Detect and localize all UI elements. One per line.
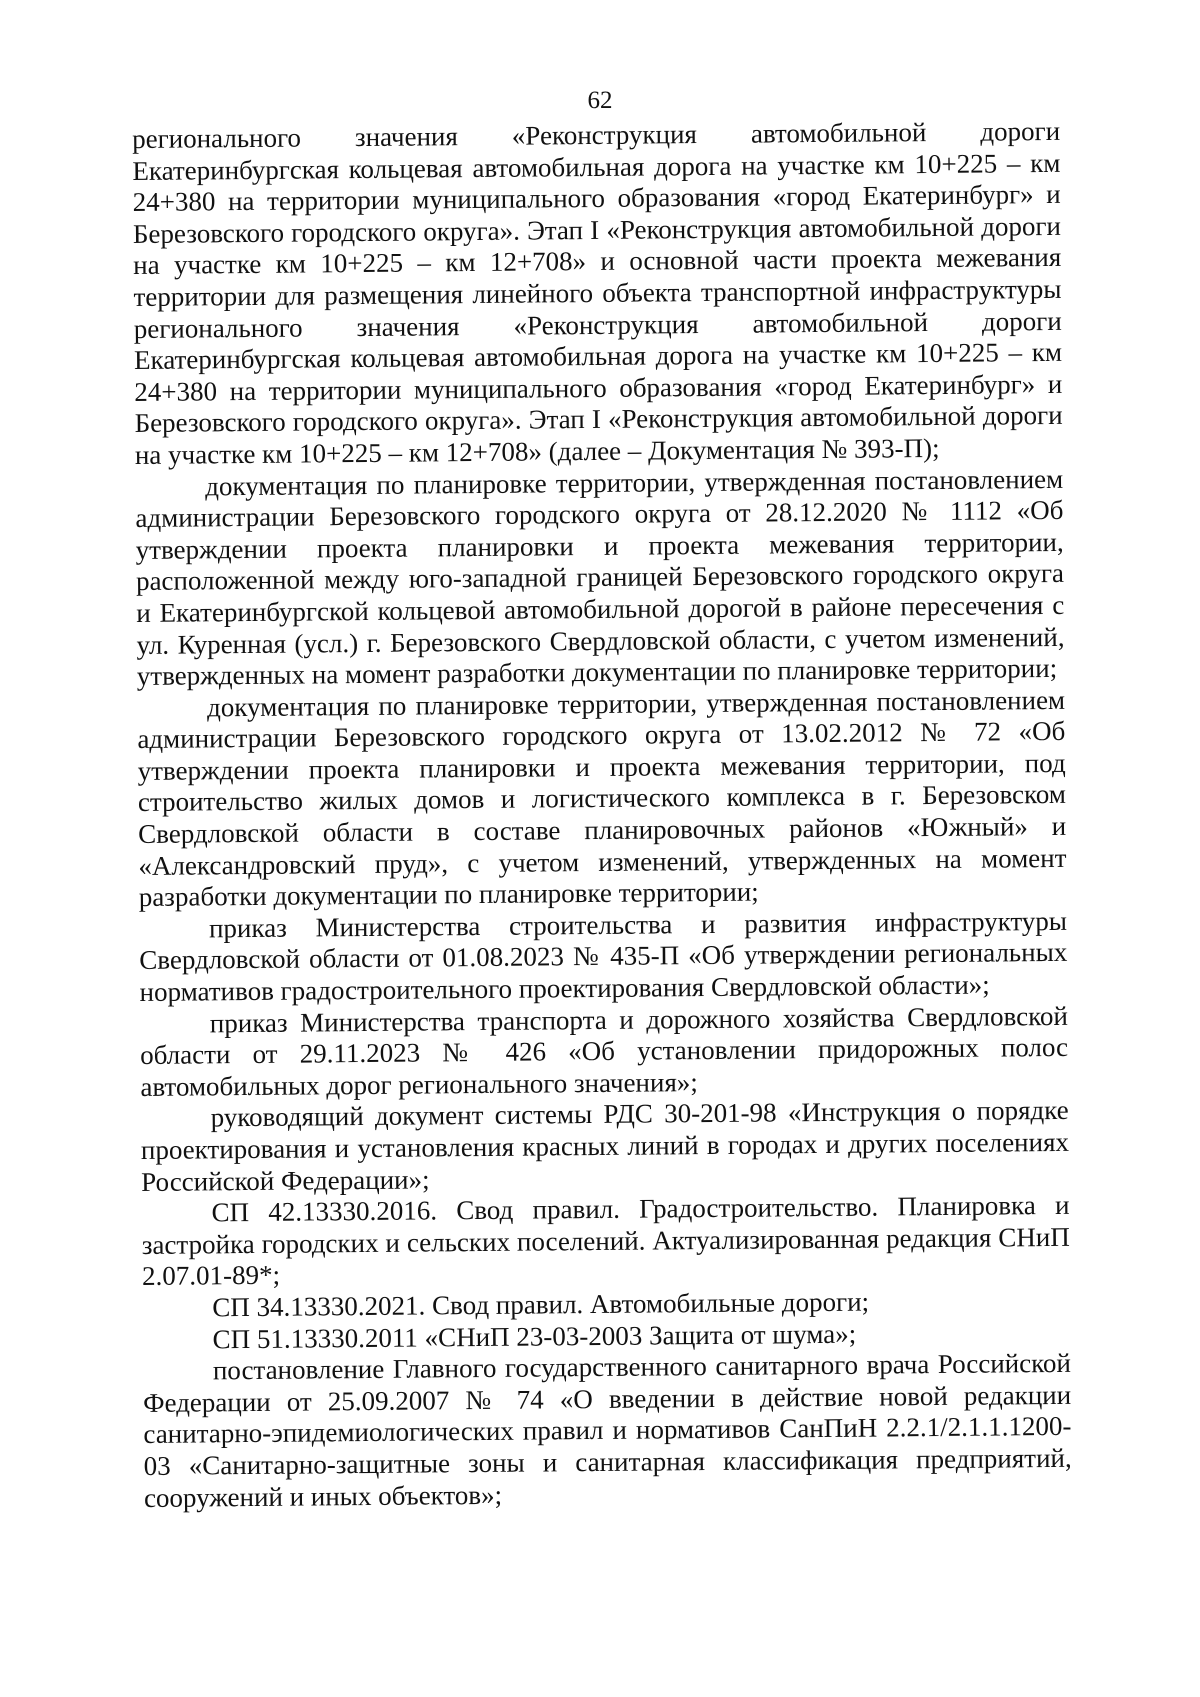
- paragraph-order-435p: приказ Министерства строительства и развития инфраструктуры Свердловской области от 01.08.2023 № 435-П «Об утверждении региональных нормативов градостроительного проектирования Свердловской области»;: [139, 905, 1068, 1007]
- paragraph-sanpin-resolution-74: постановление Главного государственного санитарного врача Российской Федерации от 25.09.2007 № 74 «О введении в действие новой редакции санитарно-эпидемиологических правил и нормативов СанПиН 2.2.1/2.1.1.1200-03 «Санитарно-защитные зоны и санитарная классификация предприятий, сооружений и иных объектов»;: [143, 1348, 1072, 1513]
- document-body: [132, 116, 1072, 1514]
- paragraph-documentation-393p-continuation: регионального значения «Реконструкция автомобильной дороги Екатеринбургская кольцевая автомобильная дорога на участке км 10+225 – км 24+380 на территории муниципального образования «город Екатеринбург» и Березовского городского округа». Этап I «Реконструкция автомобильной дороги на участке км 10+225 – км 12+708» и основной части проекта межевания территории для размещения линейного объекта транспортной инфраструктуры регионального значения «Реконструкция автомобильной дороги Екатеринбургская кольцевая автомобильная дорога на участке км 10+225 – км 24+380 на территории муниципального образования «город Екатеринбург» и Березовского городского округа». Этап I «Реконструкция автомобильной дороги на участке км 10+225 – км 12+708» (далее – Документация № 393-П);: [132, 115, 1063, 470]
- paragraph-sp-42-13330-2016: СП 42.13330.2016. Свод правил. Градостроительство. Планировка и застройка городских и сельских поселений. Актуализированная редакция СНиП 2.07.01-89*;: [141, 1190, 1070, 1292]
- paragraph-planning-documentation-72: документация по планировке территории, утвержденная постановлением администрации Березовского городского округа от 13.02.2012 № 72 «Об утверждении проекта планировки и проекта межевания территории, под строительство жилых домов и логистического комплекса в г. Березовском Свердловской области в составе планировочных районов «Южный» и «Александровский пруд», с учетом изменений, утвержденных на момент разработки документации по планировке территории;: [137, 684, 1067, 913]
- paragraph-rds-30-201-98: руководящий документ системы РДС 30-201-98 «Инструкция о порядке проектирования и установления красных линий в городах и других поселениях Российской Федерации»;: [140, 1095, 1070, 1197]
- page-number: 62: [587, 87, 613, 114]
- paragraph-sp-34-13330-2021: СП 34.13330.2021. Свод правил. Автомобильные дороги;: [212, 1286, 870, 1323]
- paragraph-sp-51-13330-2011: СП 51.13330.2011 «СНиП 23-03-2003 Защита от шума»;: [212, 1318, 857, 1354]
- paragraph-order-426: приказ Министерства транспорта и дорожного хозяйства Свердловской области от 29.11.2023 № 426 «Об установлении придорожных полос автомобильных дорог регионального значения»;: [139, 1000, 1069, 1102]
- paragraph-planning-documentation-1112: документация по планировке территории, утвержденная постановлением администрации Березовского городского округа от 28.12.2020 № 1112 «Об утверждении проекта планировки и проекта межевания территории, расположенной между юго-западной границей Березовского городского округа и Екатеринбургской кольцевой автомобильной дорогой в районе пересечения с ул. Куренная (усл.) г. Березовского Свердловской области, с учетом изменений, утвержденных на момент разработки документации по планировке территории;: [135, 463, 1065, 692]
